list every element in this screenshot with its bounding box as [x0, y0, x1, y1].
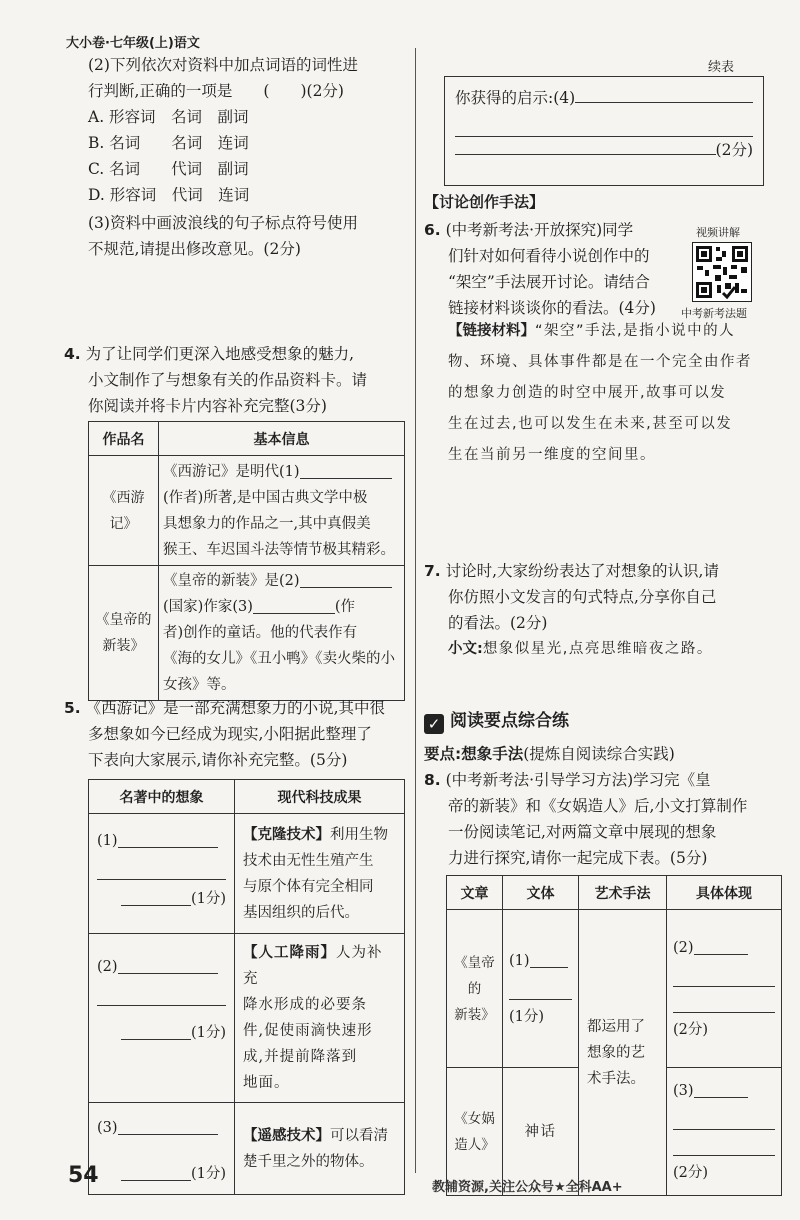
q8-prompt: 8. (中考新考法·引导学习方法)学习完《皇 帝的新装》和《女娲造人》后,小文打算制作 一份阅读笔记,对两篇文章中展现的想象 力进行探究,请你一起完成下表。(5分) — [424, 771, 748, 867]
answer-blank-4[interactable] — [118, 832, 218, 848]
footer-note: 教辅资源,关注公众号★全科AA+ — [432, 1180, 623, 1195]
answer-line[interactable] — [673, 1130, 775, 1156]
q3-sub2: (2)下列依次对资料中加点词语的词性进 行判断,正确的一项是 ( )(2分) — [88, 56, 358, 100]
section-discuss: 【讨论创作手法】 — [424, 193, 545, 211]
continued-label: 续表 — [708, 60, 735, 75]
answer-blank-5[interactable] — [121, 890, 191, 906]
table-row: 《西游记》 《西游记》是明代(1) (作者)所著,是中国古典文学中极 具想象力的作品之一,其中真假美 猴王、车迟国斗法等情节极其精彩。 — [89, 456, 405, 566]
header-title: 大小卷·七年级(上)语文 — [66, 36, 200, 51]
q5-number: 5. — [64, 699, 81, 717]
q7-prompt: 7. 讨论时,大家纷纷表达了对想象的认识,请 你仿照小文发言的句式特点,分享你自己 的看法。(2分) — [424, 562, 719, 632]
answer-blank-13[interactable] — [694, 939, 748, 955]
continued-table: 你获得的启示:(4) (2分) — [444, 76, 764, 186]
answer-blank-2[interactable] — [300, 572, 392, 588]
answer-line[interactable] — [509, 974, 572, 1000]
table-row: 《皇帝的 新装》 (1) (1分) 都运用了 想象的艺 术手法。 (2) (2分) — [447, 910, 782, 1068]
q5-prompt: 5. 《西游记》是一部充满想象力的小说,其中很 多想象如今已经成为现实,小阳据此整理了 下表向大家展示,请你补充完整。(5分) — [64, 699, 386, 769]
answer-blank-6[interactable] — [118, 958, 218, 974]
q5-header-2: 现代科技成果 — [235, 780, 405, 814]
q8-number: 8. — [424, 771, 441, 789]
q4-prompt: 4. 为了让同学们更深入地感受想象的魅力, 小文制作了与想象有关的作品资料卡。请 你阅读并将卡片内容补充完整(3分) — [64, 345, 368, 415]
table-row: 《女娲 造人》 神话 (3) (2分) — [447, 1068, 782, 1196]
reading-point: 要点:想象手法(提炼自阅读综合实践) — [424, 745, 675, 763]
answer-blank-11[interactable] — [455, 137, 716, 155]
q7-speech: 小文:想象似星光,点亮思维暗夜之路。 — [448, 641, 713, 657]
checkbox-icon: ✓ — [424, 714, 444, 734]
answer-line[interactable] — [97, 854, 226, 880]
table-row: 《皇帝的 新装》 《皇帝的新装》是(2) (国家)作家(3) (作 者)创作的童话。他的代表作有 《海的女儿》《丑小鸭》《卖火柴的小 女孩》等。 — [89, 566, 405, 701]
answer-line[interactable] — [455, 111, 753, 137]
q4-number: 4. — [64, 345, 81, 363]
q8-header-2: 文体 — [503, 876, 579, 910]
q8-header-4: 具体体现 — [667, 876, 782, 910]
table-row: (3) (1分) 【遥感技术】可以看清 楚千里之外的物体。 — [89, 1103, 405, 1195]
q5-header-1: 名著中的想象 — [89, 780, 235, 814]
answer-line[interactable] — [673, 1104, 775, 1130]
table-row: (1) (1分) 【克隆技术】利用生物 技术由无性生殖产生 与原个体有完全相同 基因组织的后代。 — [89, 814, 405, 934]
answer-line[interactable] — [97, 980, 226, 1006]
q5-table — [88, 779, 405, 1195]
qr-bottom-label: 中考新考法题 — [681, 307, 747, 320]
answer-blank-8[interactable] — [118, 1119, 218, 1135]
option-c: C. 名词 代词 副词 — [88, 160, 249, 178]
reading-title: ✓ 阅读要点综合练 — [424, 706, 569, 734]
option-a: A. 形容词 名词 副词 — [88, 108, 249, 126]
q8-table — [446, 875, 782, 1196]
q6-material: 【链接材料】“架空”手法,是指小说中的人 物、环境、具体事件都是在一个完全由作者 的想象力创造的时空中展开,故事可以发 生在过去,也可以发生在未来,甚至可以发 生在当前另一维度的空间里。 — [448, 323, 752, 463]
answer-blank-3[interactable] — [253, 598, 335, 614]
q3-options — [88, 104, 408, 208]
option-b: B. 名词 名词 连词 — [88, 134, 249, 152]
answer-blank-10[interactable] — [575, 85, 753, 103]
q3-sub3: (3)资料中画波浪线的句子标点符号使用 不规范,请提出修改意见。(2分) — [88, 214, 358, 258]
answer-line[interactable] — [673, 961, 775, 987]
answer-blank-7[interactable] — [121, 1024, 191, 1040]
answer-line[interactable] — [673, 987, 775, 1013]
q4-table — [88, 421, 405, 701]
qr-top-label: 视频讲解 — [696, 226, 740, 239]
q6-prompt: 6. (中考新考法·开放探究)同学 们针对如何看待小说创作中的 “架空”手法展开讨论。请结合 链接材料谈谈你的看法。(4分) — [424, 221, 656, 317]
answer-blank-1[interactable] — [300, 463, 392, 479]
q4-header-info: 基本信息 — [159, 422, 405, 456]
q7-number: 7. — [424, 562, 441, 580]
option-d: D. 形容词 代词 连词 — [88, 186, 250, 204]
answer-blank-12[interactable] — [530, 952, 568, 968]
q6-number: 6. — [424, 221, 441, 239]
q4-header-name: 作品名 — [89, 422, 159, 456]
q8-header-3: 艺术手法 — [579, 876, 667, 910]
q8-header-1: 文章 — [447, 876, 503, 910]
answer-blank-14[interactable] — [694, 1082, 748, 1098]
page-number: 54 — [68, 1163, 99, 1188]
column-divider — [415, 48, 416, 1173]
answer-blank-9[interactable] — [121, 1165, 191, 1181]
table-row: (2) (1分) 【人工降雨】人为补充 降水形成的必要条 件,促使雨滴快速形 成,并提前降落到 地面。 — [89, 934, 405, 1103]
qr-code-icon[interactable] — [692, 242, 752, 302]
